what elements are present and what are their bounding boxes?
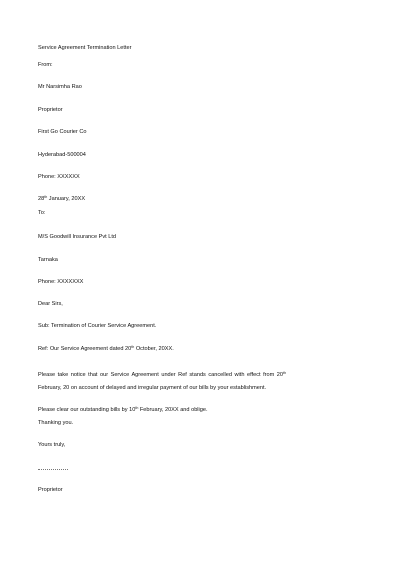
sender-name: Mr Narsimha Rao bbox=[38, 84, 82, 90]
reference-line bbox=[38, 346, 174, 353]
letter-title: Service Agreement Termination Letter bbox=[38, 45, 132, 51]
body-paragraph-1 bbox=[38, 369, 286, 395]
ref-text: Ref: Our Service Agreement dated 20 bbox=[38, 346, 132, 352]
body-paragraph-2 bbox=[38, 407, 208, 414]
date-day: 28 bbox=[38, 196, 45, 202]
from-label: From: bbox=[38, 62, 53, 68]
date-suffix: th bbox=[44, 195, 48, 199]
date-rest: January, 20XX bbox=[47, 196, 86, 202]
sender-city: Hyderabad-500004 bbox=[38, 152, 86, 158]
body1-text: Please take notice that our Service Agreement under Ref stands cancelled with effect from 20 bbox=[38, 372, 283, 378]
thanks-line: Thanking you. bbox=[38, 420, 74, 426]
sender-phone: Phone: XXXXXX bbox=[38, 174, 80, 180]
to-label: To: bbox=[38, 210, 46, 216]
signature-role: Proprietor bbox=[38, 487, 63, 493]
body2-text-end: February, 20XX and oblige. bbox=[138, 407, 208, 413]
recipient-company: M/S Goodwill Insurance Pvt Ltd bbox=[38, 234, 117, 240]
sender-company: First Go Courier Co bbox=[38, 129, 87, 135]
letter-date bbox=[38, 196, 85, 203]
body2-text: Please clear our outstanding bills by 10 bbox=[38, 407, 136, 413]
recipient-phone: Phone: XXXXXXX bbox=[38, 279, 84, 285]
body1-text-end: February, 20 on account of delayed and irregular payment of our bills by your establishment. bbox=[38, 385, 267, 391]
ref-suffix: th bbox=[131, 345, 135, 349]
salutation: Dear Sirs, bbox=[38, 301, 63, 307]
body1-suffix: th bbox=[283, 371, 286, 375]
body2-suffix: th bbox=[135, 406, 139, 410]
ref-text-end: October, 20XX. bbox=[134, 346, 174, 352]
recipient-city: Tarnaka bbox=[38, 257, 58, 263]
subject-line: Sub: Termination of Courier Service Agreement. bbox=[38, 323, 157, 329]
sender-role: Proprietor bbox=[38, 107, 63, 113]
signature-line bbox=[38, 469, 68, 470]
closing-line: Yours truly, bbox=[38, 442, 66, 448]
